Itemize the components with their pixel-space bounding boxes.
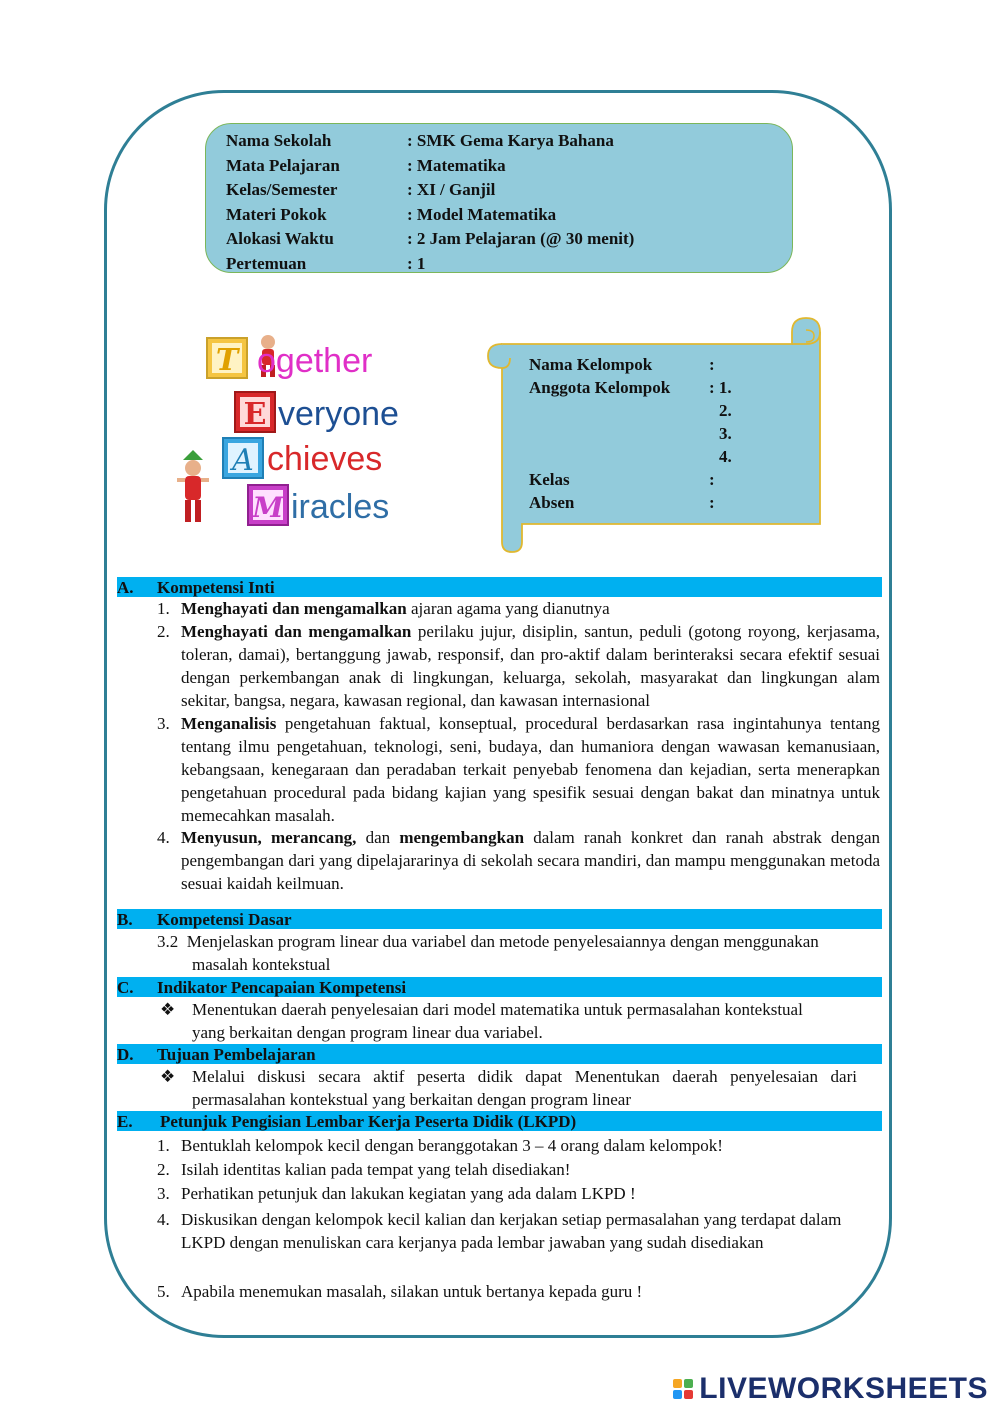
list-number: 3. [157, 1184, 170, 1203]
identity-value: : Model Matematika [407, 204, 557, 224]
identity-row [226, 203, 792, 228]
group-members-label: Anggota Kelompok [529, 378, 671, 397]
kd-line: 3.2 Menjelaskan program linear dua variabel dan metode penyelesaiannya dengan menggunakan [157, 932, 819, 951]
section-letter: D. [117, 1045, 134, 1064]
logo-word: veryone [278, 395, 399, 433]
identity-key: Alokasi Waktu [226, 229, 334, 248]
block-e [235, 392, 275, 432]
list-item: Menghayati dan mengamalkan ajaran agama yang dianutnya [181, 599, 610, 618]
team-logo [175, 328, 445, 533]
identity-row [226, 129, 792, 154]
group-member-1: : 1. [709, 378, 732, 397]
bullet-icon: ❖ [160, 1000, 176, 1019]
list-item: Bentuklah kelompok kecil dengan beranggotakan 3 – 4 orang dalam kelompok! [181, 1136, 723, 1155]
indicator-line: yang berkaitan dengan program linear dua variabel. [192, 1023, 543, 1042]
logo-letter: A [232, 443, 254, 478]
list-number: 5. [157, 1282, 170, 1301]
bullet-icon: ❖ [160, 1067, 176, 1086]
identity-key: Kelas/Semester [226, 180, 338, 199]
watermark-text: LIVEWORKSHEETS [699, 1372, 988, 1405]
group-member-2: 2. [719, 401, 732, 420]
list-item: Diskusikan dengan kelompok kecil kalian dan kerjakan setiap permasalahan yang terdapat dalam LKPD dengan menuliskan cara kerjanya pada lembar jawaban yang sudah disediakan [181, 1210, 842, 1252]
list-item: Isilah identitas kalian pada tempat yang telah disediakan! [181, 1160, 571, 1179]
identity-value: : XI / Ganjil [407, 180, 496, 199]
section-title: Petunjuk Pengisian Lembar Kerja Peserta Didik (LKPD) [160, 1112, 577, 1131]
group-name-colon: : [709, 355, 715, 374]
identity-value: : SMK Gema Karya Bahana [407, 131, 614, 150]
identity-row [226, 178, 792, 203]
section-title: Kompetensi Dasar [157, 910, 292, 929]
group-absen-row [529, 491, 732, 514]
group-name-row [529, 353, 732, 376]
group-absen-label: Absen [529, 493, 575, 512]
logo-word: iracles [291, 488, 390, 526]
identity-row [226, 227, 792, 252]
section-title: Tujuan Pembelajaran [157, 1045, 316, 1064]
section-a-header [117, 577, 882, 597]
list-item: Menghayati dan mengamalkan perilaku jujur, disiplin, santun, peduli (gotong royong, kerjasama, toleran, damai), bertanggung jawab, responsif, dan pro-aktif dalam berinteraksi secara efektif sesuai dengan perkembangan anak di lingkungan, keluarga, sekolah, masyarakat dan lingkungan alam sekitar, bangsa, negara, kawasan regional, dan kawasan internasional [181, 622, 880, 710]
group-scroll-text [529, 353, 732, 514]
logo-letter: E [243, 397, 267, 432]
block-a [223, 438, 263, 478]
identity-key: Materi Pokok [226, 204, 327, 224]
logo-word: ogether [257, 342, 373, 380]
section-letter: A. [117, 578, 134, 597]
identity-row [226, 154, 792, 179]
identity-box [205, 123, 793, 273]
identity-value: : 2 Jam Pelajaran (@ 30 menit) [407, 229, 635, 248]
list-number: 1. [157, 599, 170, 618]
list-item: Menganalisis pengetahuan faktual, konseptual, procedural berdasarkan rasa ingintahunya tentang tentang ilmu pengetahuan, teknologi, seni, budaya, dan humaniora dengan wawasan kemanusiaan, kebangsaan, kenegaraan dan peradaban terkait penyebab fenomena dan kejadian, serta menerapkan pengetahuan procedural pada bidang kajian yang spesifik sesuai dengan bakat dan minatnya untuk memecahkan masalah. [181, 714, 880, 825]
objective-line: permasalahan kontekstual yang berkaitan dengan program linear [192, 1090, 631, 1109]
group-member-4: 4. [719, 447, 732, 466]
group-class-colon: : [709, 470, 715, 489]
group-member-row [529, 422, 732, 445]
identity-key: Nama Sekolah [226, 131, 332, 150]
group-member-3: 3. [719, 424, 732, 443]
list-number: 4. [157, 828, 170, 847]
group-member-row [529, 399, 732, 422]
cartoon-figure-icon [177, 450, 209, 522]
identity-value: : Matematika [407, 155, 506, 175]
list-number: 3. [157, 714, 170, 733]
section-b-header [117, 909, 882, 929]
list-item: Menyusun, merancang, dan mengembangkan dalam ranah konkret dan ranah abstrak dengan pengembangan dari yang dipelajararinya di sekolah secara mandiri, dan mampu menggunakan metoda sesuai kaidah keilmuan. [181, 828, 881, 893]
logo-letter: T [215, 343, 239, 378]
block-m [248, 485, 288, 525]
group-absen-colon: : [709, 493, 715, 512]
list-item: Apabila menemukan masalah, silakan untuk bertanya kepada guru ! [181, 1282, 643, 1301]
list-number: 4. [157, 1210, 170, 1229]
liveworksheets-watermark [673, 1372, 988, 1406]
group-member-row [529, 445, 732, 468]
identity-key: Pertemuan [226, 253, 307, 273]
group-class-row [529, 468, 732, 491]
block-t [207, 338, 247, 378]
objective-line: Melalui diskusi secara aktif peserta didik dapat Menentukan daerah penyelesaian dari [192, 1067, 857, 1086]
section-letter: E. [117, 1112, 133, 1131]
section-letter: B. [117, 910, 133, 929]
section-c-header [117, 977, 882, 997]
indicator-line: Menentukan daerah penyelesaian dari model matematika untuk permasalahan kontekstual [192, 1000, 803, 1019]
liveworksheets-logo-icon [673, 1379, 693, 1399]
logo-letter: M [252, 491, 284, 524]
kd-line: masalah kontekstual [192, 955, 331, 974]
logo-word: chieves [267, 440, 383, 478]
section-title: Kompetensi Inti [157, 578, 275, 597]
list-number: 1. [157, 1136, 170, 1155]
identity-key: Mata Pelajaran [226, 155, 340, 175]
section-d-header [117, 1044, 882, 1064]
identity-row [226, 252, 792, 277]
group-class-label: Kelas [529, 470, 570, 489]
list-number: 2. [157, 1160, 170, 1179]
section-letter: C. [117, 978, 134, 997]
identity-value: : 1 [407, 253, 426, 273]
section-e-header [117, 1111, 882, 1131]
group-members-row [529, 376, 732, 399]
group-name-label: Nama Kelompok [529, 355, 653, 374]
list-number: 2. [157, 622, 170, 641]
section-title: Indikator Pencapaian Kompetensi [157, 978, 407, 997]
list-item: Perhatikan petunjuk dan lakukan kegiatan yang ada dalam LKPD ! [181, 1184, 636, 1203]
